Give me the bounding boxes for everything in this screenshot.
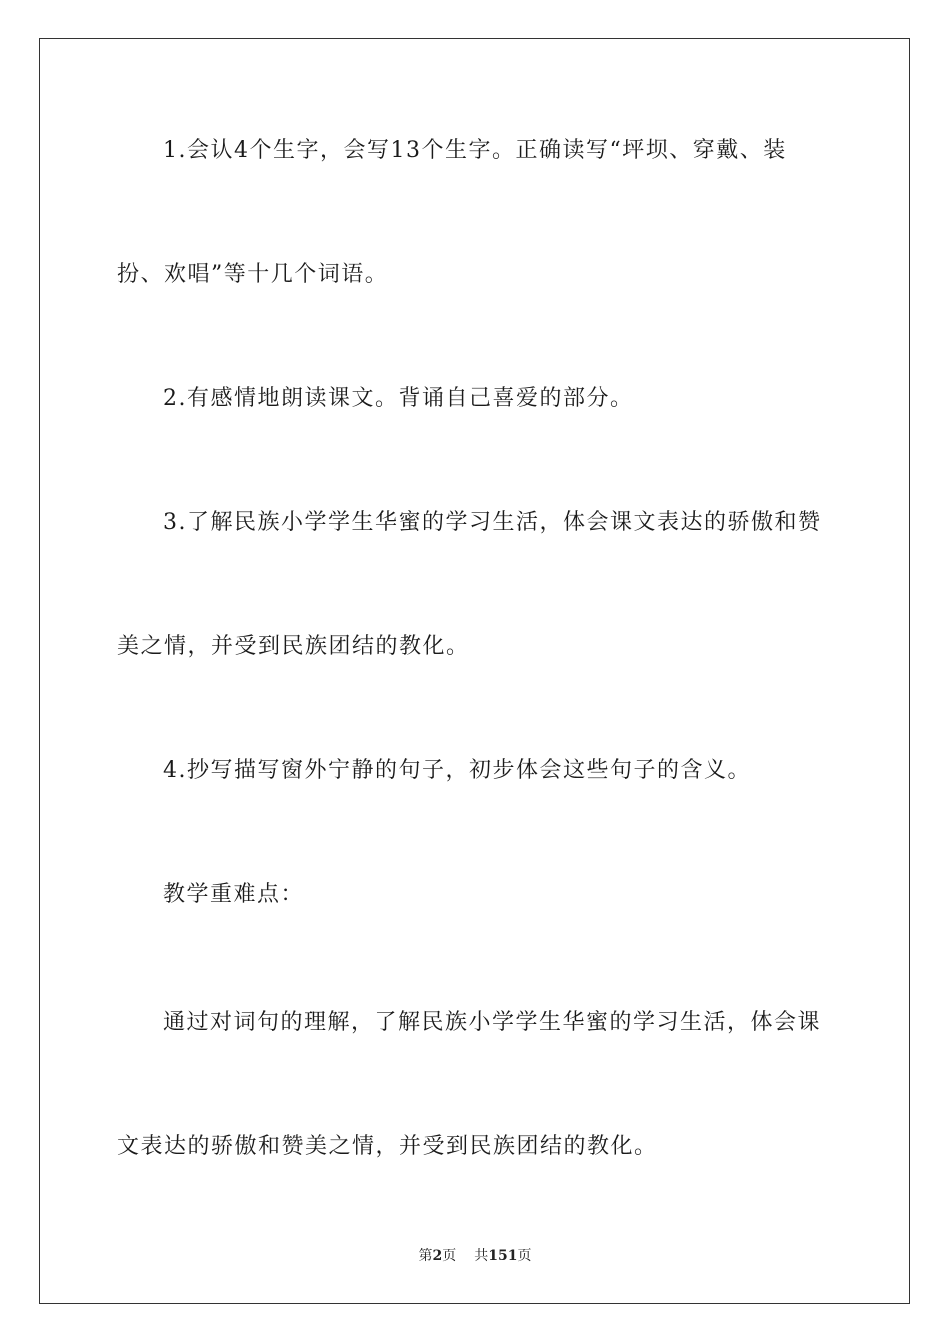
total-pages: 151 [488,1248,518,1264]
objective-1-line-1: 1.会认4个生字，会写13个生字。正确读写“坪坝、穿戴、装 [163,138,787,163]
key-points-line-1: 通过对词句的理解，了解民族小学学生华蜜的学习生活，体会课 [163,1010,822,1035]
page-number: 2 [432,1248,443,1264]
page-border [39,38,910,1304]
total-suffix: 页 [517,1248,532,1264]
objective-3-line-2: 美之情，并受到民族团结的教化。 [117,634,470,659]
page-prefix: 第 [418,1248,433,1264]
page-footer [0,1247,950,1265]
objective-3-line-1: 3.了解民族小学学生华蜜的学习生活，体会课文表达的骄傲和赞 [163,510,822,535]
key-points-line-2: 文表达的骄傲和赞美之情，并受到民族团结的教化。 [117,1134,658,1159]
objective-4: 4.抄写描写窗外宁静的句子，初步体会这些句子的含义。 [163,758,751,783]
objective-1-line-2: 扮、欢唱”等十几个词语。 [117,262,389,287]
objective-2: 2.有感情地朗读课文。背诵自己喜爱的部分。 [163,386,634,411]
page-suffix: 页 [442,1248,457,1264]
total-prefix: 共 [474,1248,489,1264]
section-heading-key-points: 教学重难点： [163,882,305,907]
